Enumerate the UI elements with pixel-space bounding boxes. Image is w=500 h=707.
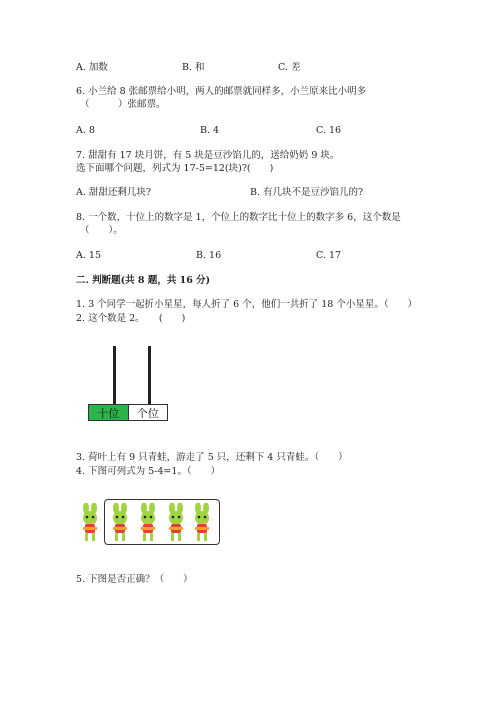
q6-option-c: C. 16: [316, 125, 342, 136]
q7-line2: 选下面哪个问题，列式为 17-5=12(块)?( ): [76, 163, 274, 174]
judge-q2: 2. 这个数是 2。 ( ): [76, 313, 186, 324]
judge-q1: 1. 3 个同学一起折小星星，每人折了 6 个，他们一共折了 18 个小星星。（ ）: [76, 299, 418, 310]
ones-place-label: 个位: [129, 405, 168, 420]
q7-option-b: B. 有几块不是豆沙馅儿的?: [250, 187, 364, 198]
q8-option-b: B. 16: [196, 250, 222, 261]
frog-icon: [190, 503, 214, 543]
judge-q5: 5. 下图是否正确？（ ）: [76, 574, 193, 585]
frog-icon: [164, 503, 188, 543]
q7-line1: 7. 甜甜有 17 块月饼，有 5 块是豆沙馅儿的，送给奶奶 9 块。: [76, 150, 340, 161]
tens-place-label: 十位: [89, 405, 129, 420]
judge-q4: 4. 下图可列式为 5-4=1。（ ）: [76, 466, 221, 477]
q5-option-c: C. 差: [278, 62, 301, 73]
q6-line2: （ ）张邮票。: [80, 99, 166, 110]
judge-q3: 3. 荷叶上有 9 只青蛙，游走了 5 只，还剩下 4 只青蛙。（ ）: [76, 452, 348, 463]
q5-option-b: B. 和: [182, 62, 205, 73]
frog-icon: [78, 503, 102, 543]
q6-option-b: B. 4: [200, 125, 220, 136]
q8-line1: 8. 一个数，十位上的数字是 1，个位上的数字比十位上的数字多 6，这个数是: [76, 212, 401, 223]
q7-option-a: A. 甜甜还剩几块?: [76, 187, 151, 198]
frog-figure: [76, 499, 221, 547]
q8-line2: （ ）。: [80, 225, 123, 236]
frog-icon: [136, 503, 160, 543]
section-title: 二. 判断题(共 8 题，共 16 分): [76, 275, 211, 286]
q6-option-a: A. 8: [76, 125, 95, 136]
q8-option-a: A. 15: [76, 250, 101, 261]
q6-line1: 6. 小兰给 8 张邮票给小明，两人的邮票就同样多，小兰原来比小明多: [76, 86, 367, 97]
abacus-base: [88, 404, 168, 421]
ones-rod: [148, 346, 151, 406]
frog-icon: [108, 503, 132, 543]
tens-rod: [113, 346, 116, 406]
abacus-figure: [88, 346, 178, 424]
q8-option-c: C. 17: [316, 250, 342, 261]
q5-option-a: A. 加数: [76, 62, 108, 73]
